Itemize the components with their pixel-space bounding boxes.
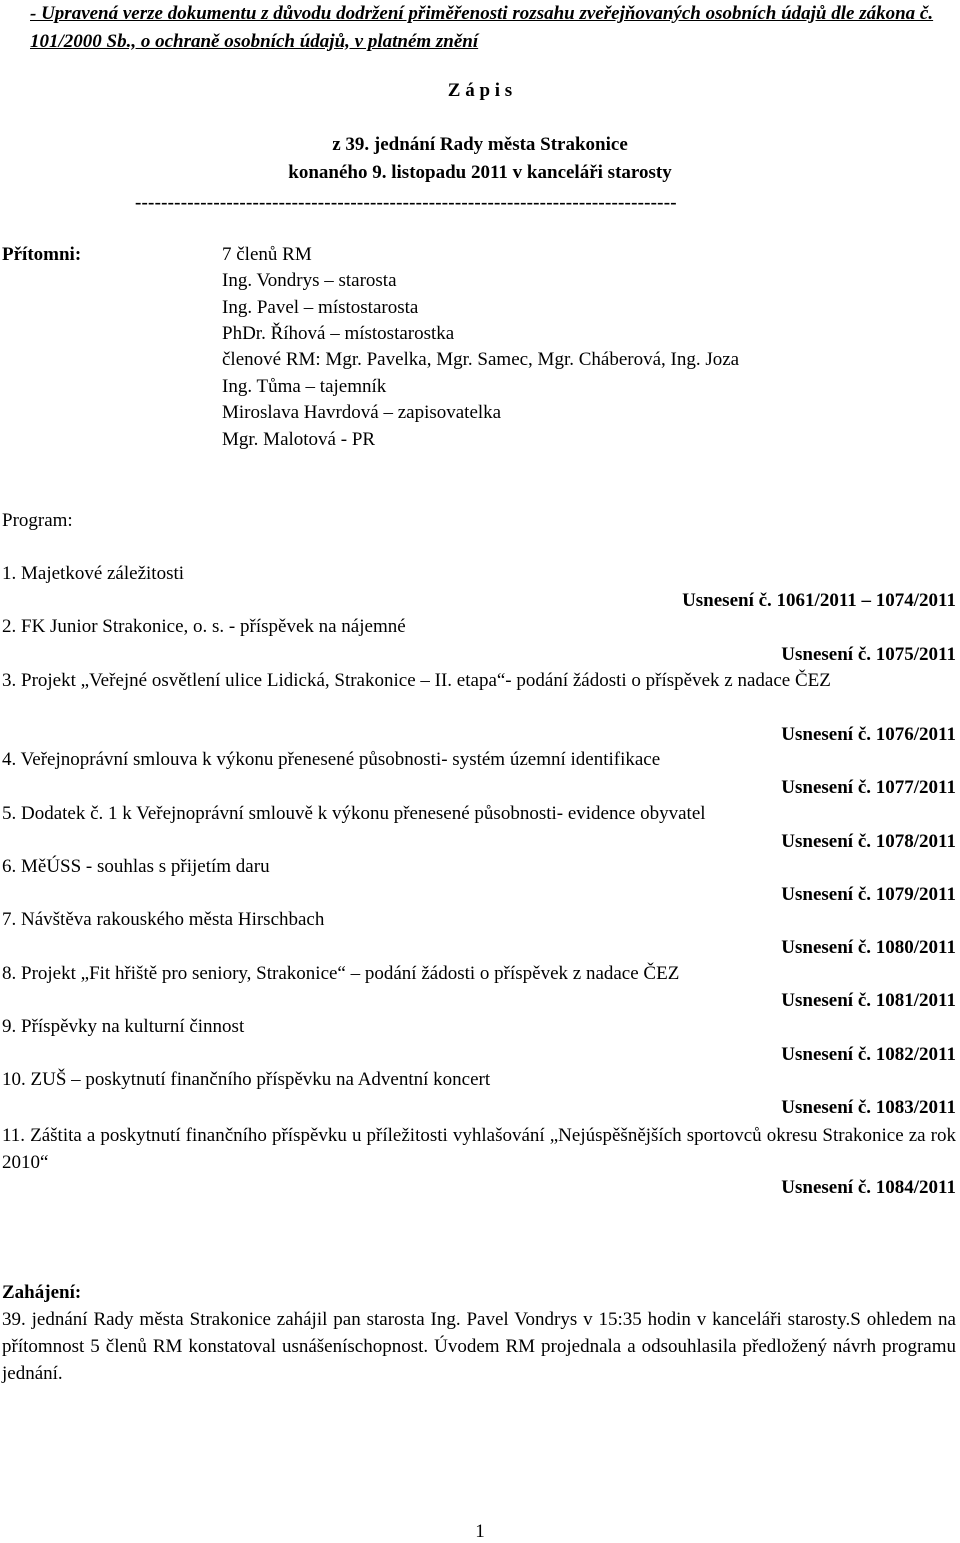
- program-item: 1. Majetkové záležitosti: [2, 563, 185, 584]
- program-item: 6. MěÚSS - souhlas s přijetím daru: [2, 856, 270, 877]
- redaction-notice: - Upravená verze dokumentu z důvodu dodržení přiměřenosti rozsahu zveřejňovaných osobních údajů dle zákona č. 101/2000 Sb., o ochraně osobních údajů, v platném znění: [30, 3, 934, 52]
- resolution-number: Usnesení č. 1084/2011: [781, 1177, 956, 1198]
- present-line: Ing. Tůma – tajemník: [222, 376, 387, 397]
- resolution-number: Usnesení č. 1083/2011: [781, 1097, 956, 1118]
- program-label: Program:: [2, 510, 73, 531]
- opening-label: Zahájení:: [2, 1282, 82, 1303]
- program-item: 5. Dodatek č. 1 k Veřejnoprávní smlouvě k výkonu přenesené působnosti- evidence obyvatel: [2, 803, 706, 824]
- program-item: 2. FK Junior Strakonice, o. s. - příspěvek na nájemné: [2, 616, 406, 637]
- meeting-subtitle: z 39. jednání Rady města Strakonice: [332, 134, 628, 155]
- resolution-number: Usnesení č. 1081/2011: [781, 990, 956, 1011]
- resolution-number: Usnesení č. 1078/2011: [781, 831, 956, 852]
- program-item: 9. Příspěvky na kulturní činnost: [2, 1016, 245, 1037]
- present-line: Mgr. Malotová - PR: [222, 429, 376, 450]
- present-label: Přítomni:: [2, 244, 82, 265]
- document-title: Z á p i s: [447, 80, 513, 101]
- program-item: 11. Záštita a poskytnutí finančního příspěvku u příležitosti vyhlašování „Nejúspěšnějších sportovců okresu Strakonice za rok 2010“: [2, 1125, 956, 1173]
- program-item: 10. ZUŠ – poskytnutí finančního příspěvku na Adventní koncert: [2, 1069, 491, 1090]
- present-line: Miroslava Havrdová – zapisovatelka: [222, 402, 502, 423]
- resolution-number: Usnesení č. 1082/2011: [781, 1044, 956, 1065]
- present-line: Ing. Pavel – místostarosta: [222, 297, 419, 318]
- present-line: 7 členů RM: [222, 244, 312, 265]
- resolution-number: Usnesení č. 1061/2011 – 1074/2011: [682, 590, 956, 611]
- resolution-number: Usnesení č. 1076/2011: [781, 724, 956, 745]
- resolution-number: Usnesení č. 1080/2011: [781, 937, 956, 958]
- present-line: PhDr. Říhová – místostarostka: [222, 323, 455, 344]
- program-item: 3. Projekt „Veřejné osvětlení ulice Lidická, Strakonice – II. etapa“- podání žádosti o příspěvek z nadace ČEZ: [2, 670, 831, 691]
- meeting-date-place: konaného 9. listopadu 2011 v kanceláři starosty: [288, 162, 672, 183]
- program-item: 4. Veřejnoprávní smlouva k výkonu přenesené působnosti- systém územní identifikace: [2, 749, 661, 770]
- divider-line: -----------------------------------------------------------------------------------: [135, 192, 677, 213]
- opening-text: 39. jednání Rady města Strakonice zahájil pan starosta Ing. Pavel Vondrys v 15:35 hodin v kanceláři starosty.S ohledem na přítomnost 5 členů RM konstatoval usnášeníschopnost. Úvodem RM projednala a odsouhlasila předložený návrh programu jednání.: [2, 1309, 956, 1384]
- program-item: 8. Projekt „Fit hřiště pro seniory, Strakonice“ – podání žádosti o příspěvek z nadace ČEZ: [2, 963, 680, 984]
- present-line: Ing. Vondrys – starosta: [222, 270, 397, 291]
- page-number: 1: [475, 1521, 485, 1542]
- resolution-number: Usnesení č. 1079/2011: [781, 884, 956, 905]
- resolution-number: Usnesení č. 1077/2011: [781, 777, 956, 798]
- resolution-number: Usnesení č. 1075/2011: [781, 644, 956, 665]
- present-line: členové RM: Mgr. Pavelka, Mgr. Samec, Mgr. Cháberová, Ing. Joza: [222, 349, 740, 370]
- program-item: 7. Návštěva rakouského města Hirschbach: [2, 909, 325, 930]
